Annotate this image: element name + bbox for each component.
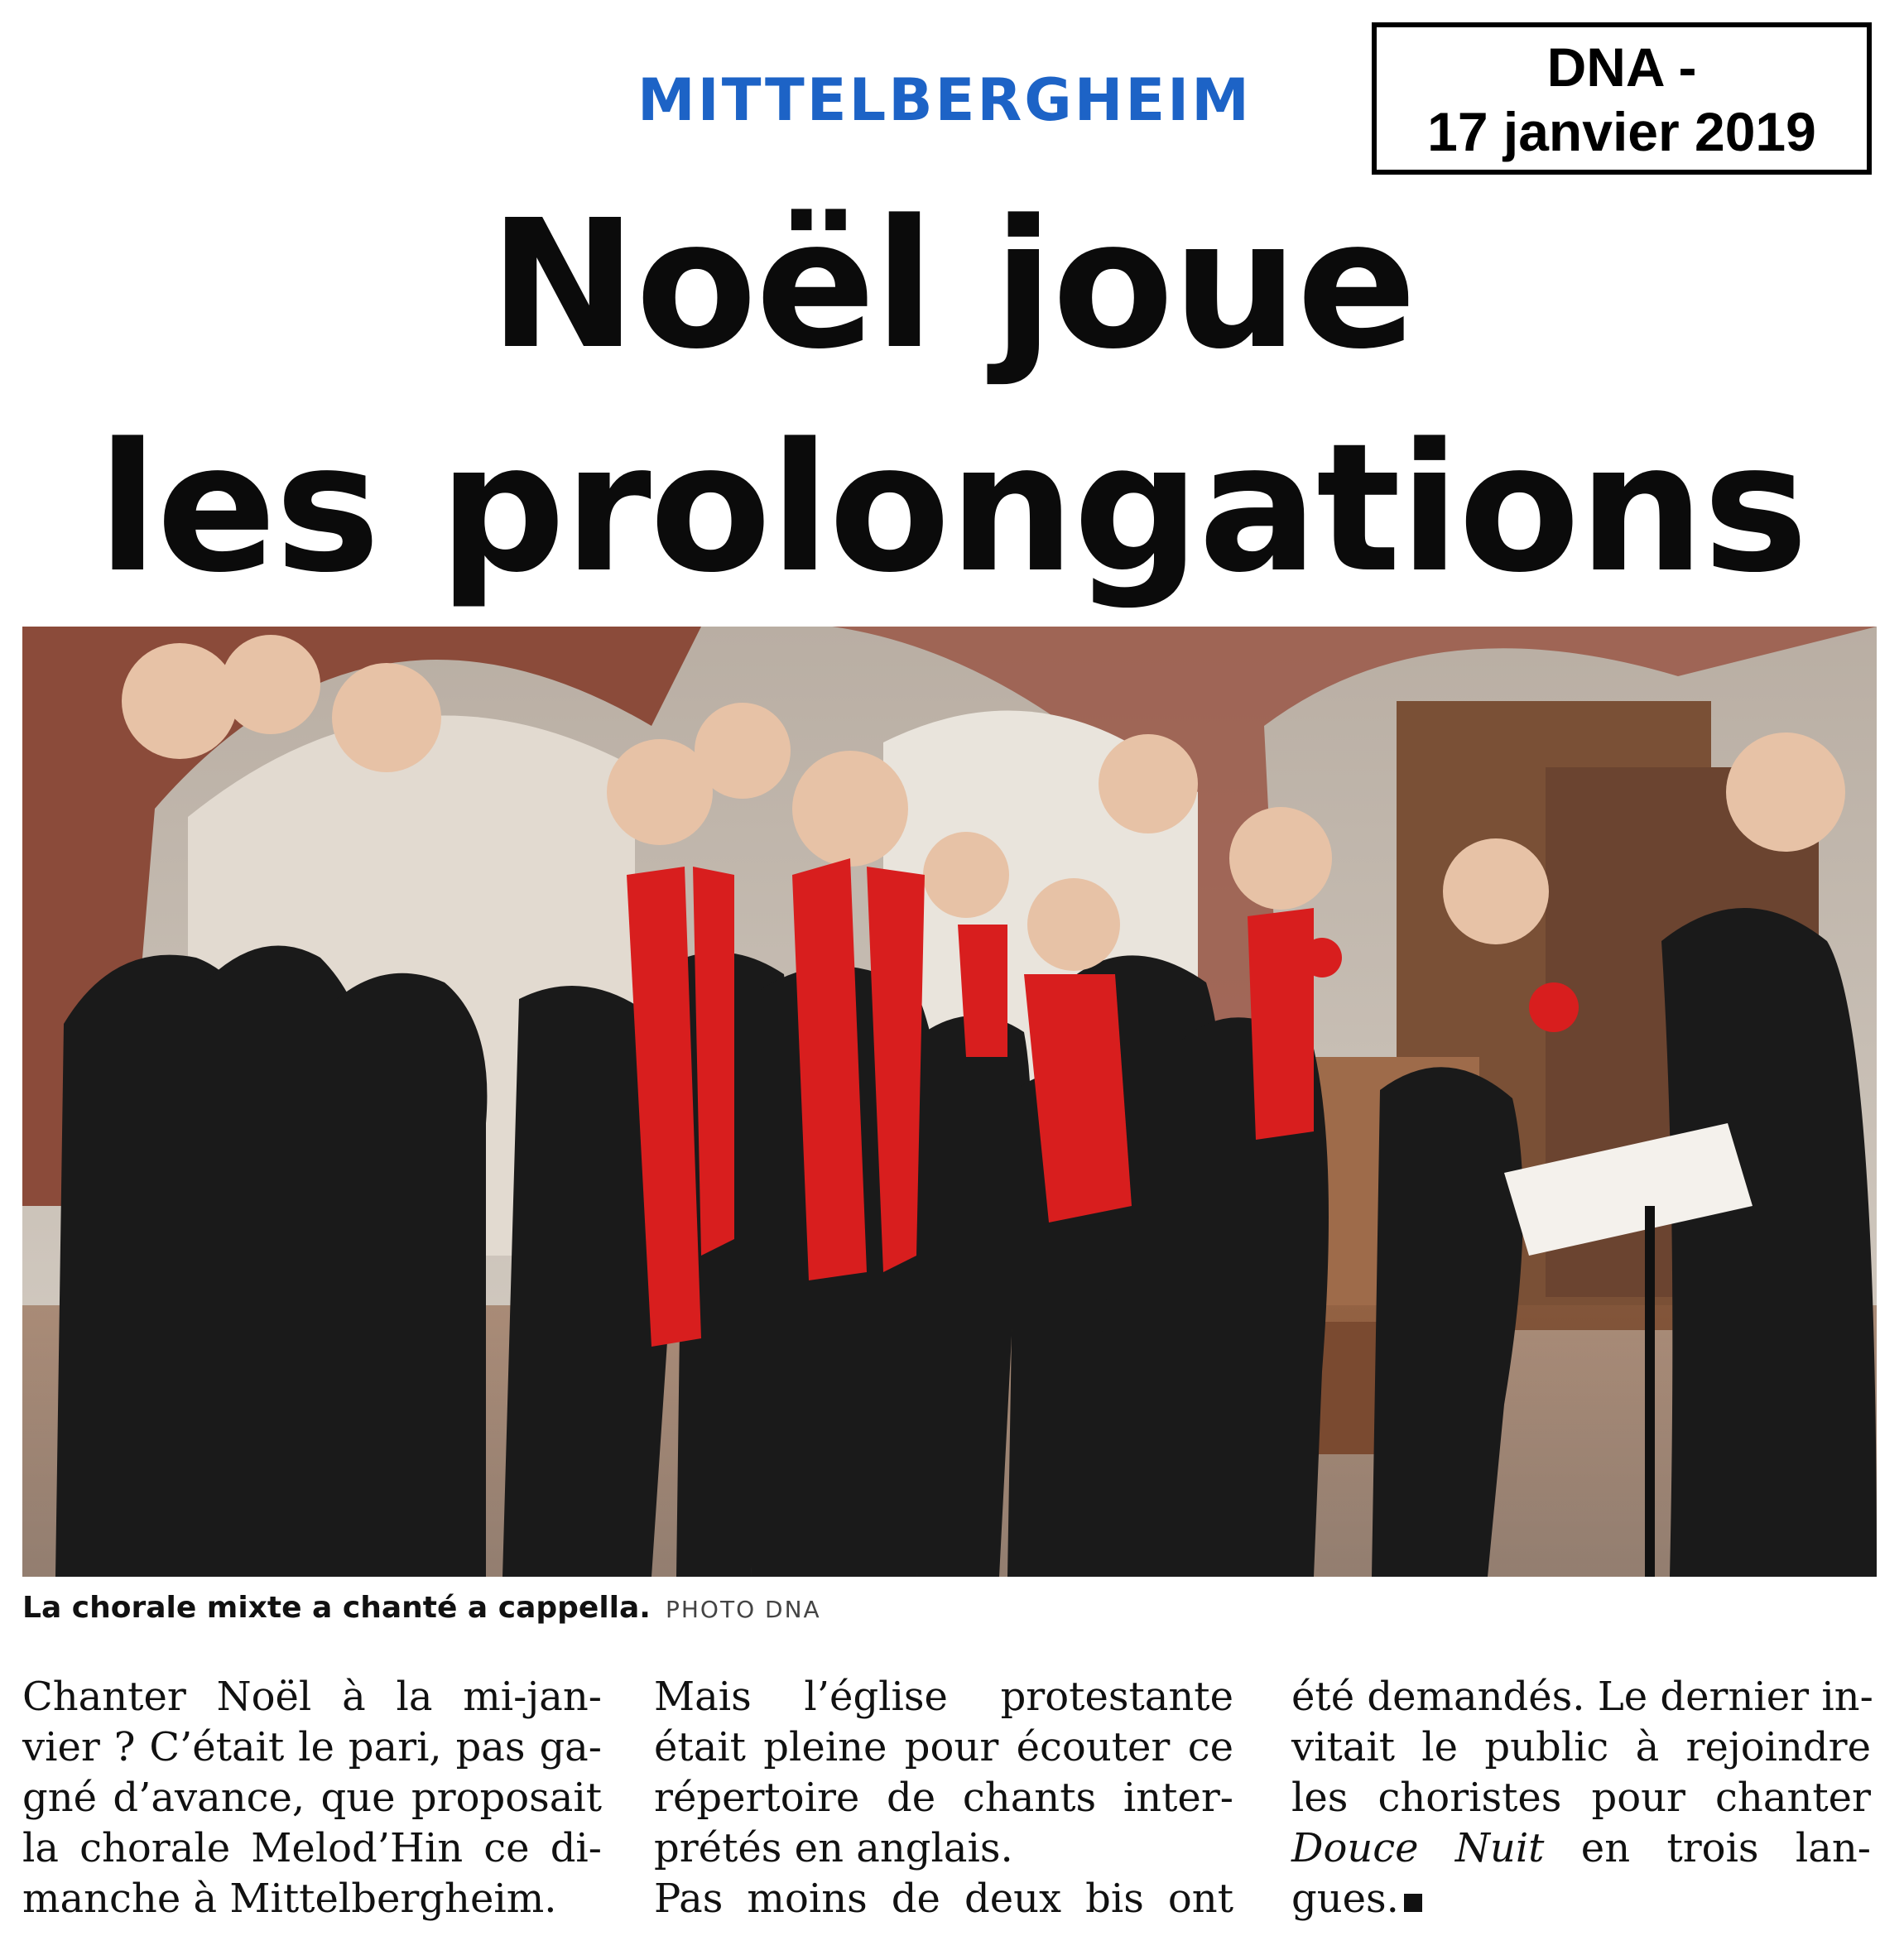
end-mark-icon xyxy=(1404,1894,1422,1912)
article-column-2 xyxy=(654,1672,1233,1924)
caption-text: La chorale mixte a chanté a cappella. xyxy=(22,1591,651,1625)
photo-credit: PHOTO DNA xyxy=(665,1596,821,1623)
column-line: vitait le public à rejoindre xyxy=(1291,1724,1871,1770)
column-line: Pas moins de deux bis ont xyxy=(654,1876,1233,1922)
column-last-word: gues. xyxy=(1291,1876,1399,1922)
column-line: vier ? C’était le pari, pas ga- xyxy=(22,1724,602,1770)
article-column-3 xyxy=(1291,1672,1871,1924)
photo-caption xyxy=(22,1591,1877,1625)
headline-line-1: Noël joue xyxy=(488,182,1416,388)
headline-line-2: les prolongations xyxy=(97,406,1807,612)
date-source: DNA - xyxy=(1546,36,1697,98)
kicker-location: MITTELBERGHEIM xyxy=(637,66,1252,134)
column-line: était pleine pour écouter ce xyxy=(654,1724,1233,1770)
headline xyxy=(0,174,1904,621)
song-title-tail: en trois lan- xyxy=(1580,1825,1871,1871)
column-line: Mais l’église protestante xyxy=(654,1674,1233,1720)
column-line: gné d’avance, que proposait xyxy=(22,1775,602,1821)
column-line: les choristes pour chanter xyxy=(1291,1775,1871,1821)
column-line: prétés en anglais. xyxy=(654,1825,1013,1871)
date-box xyxy=(1372,22,1872,175)
column-line: été demandés. Le dernier in- xyxy=(1291,1674,1873,1720)
column-line: répertoire de chants inter- xyxy=(654,1775,1233,1821)
column-line xyxy=(1291,1874,1871,1924)
choir-photo xyxy=(22,627,1877,1577)
column-line: manche à Mittelbergheim. xyxy=(22,1876,557,1922)
song-title: Douce Nuit xyxy=(1291,1825,1545,1871)
column-line: Chanter Noël à la mi-jan- xyxy=(22,1674,602,1720)
article-column-1 xyxy=(22,1672,602,1924)
column-line: la chorale Melod’Hin ce di- xyxy=(22,1825,602,1871)
column-line-song-title xyxy=(1291,1823,1871,1874)
date-value: 17 janvier 2019 xyxy=(1427,101,1816,162)
